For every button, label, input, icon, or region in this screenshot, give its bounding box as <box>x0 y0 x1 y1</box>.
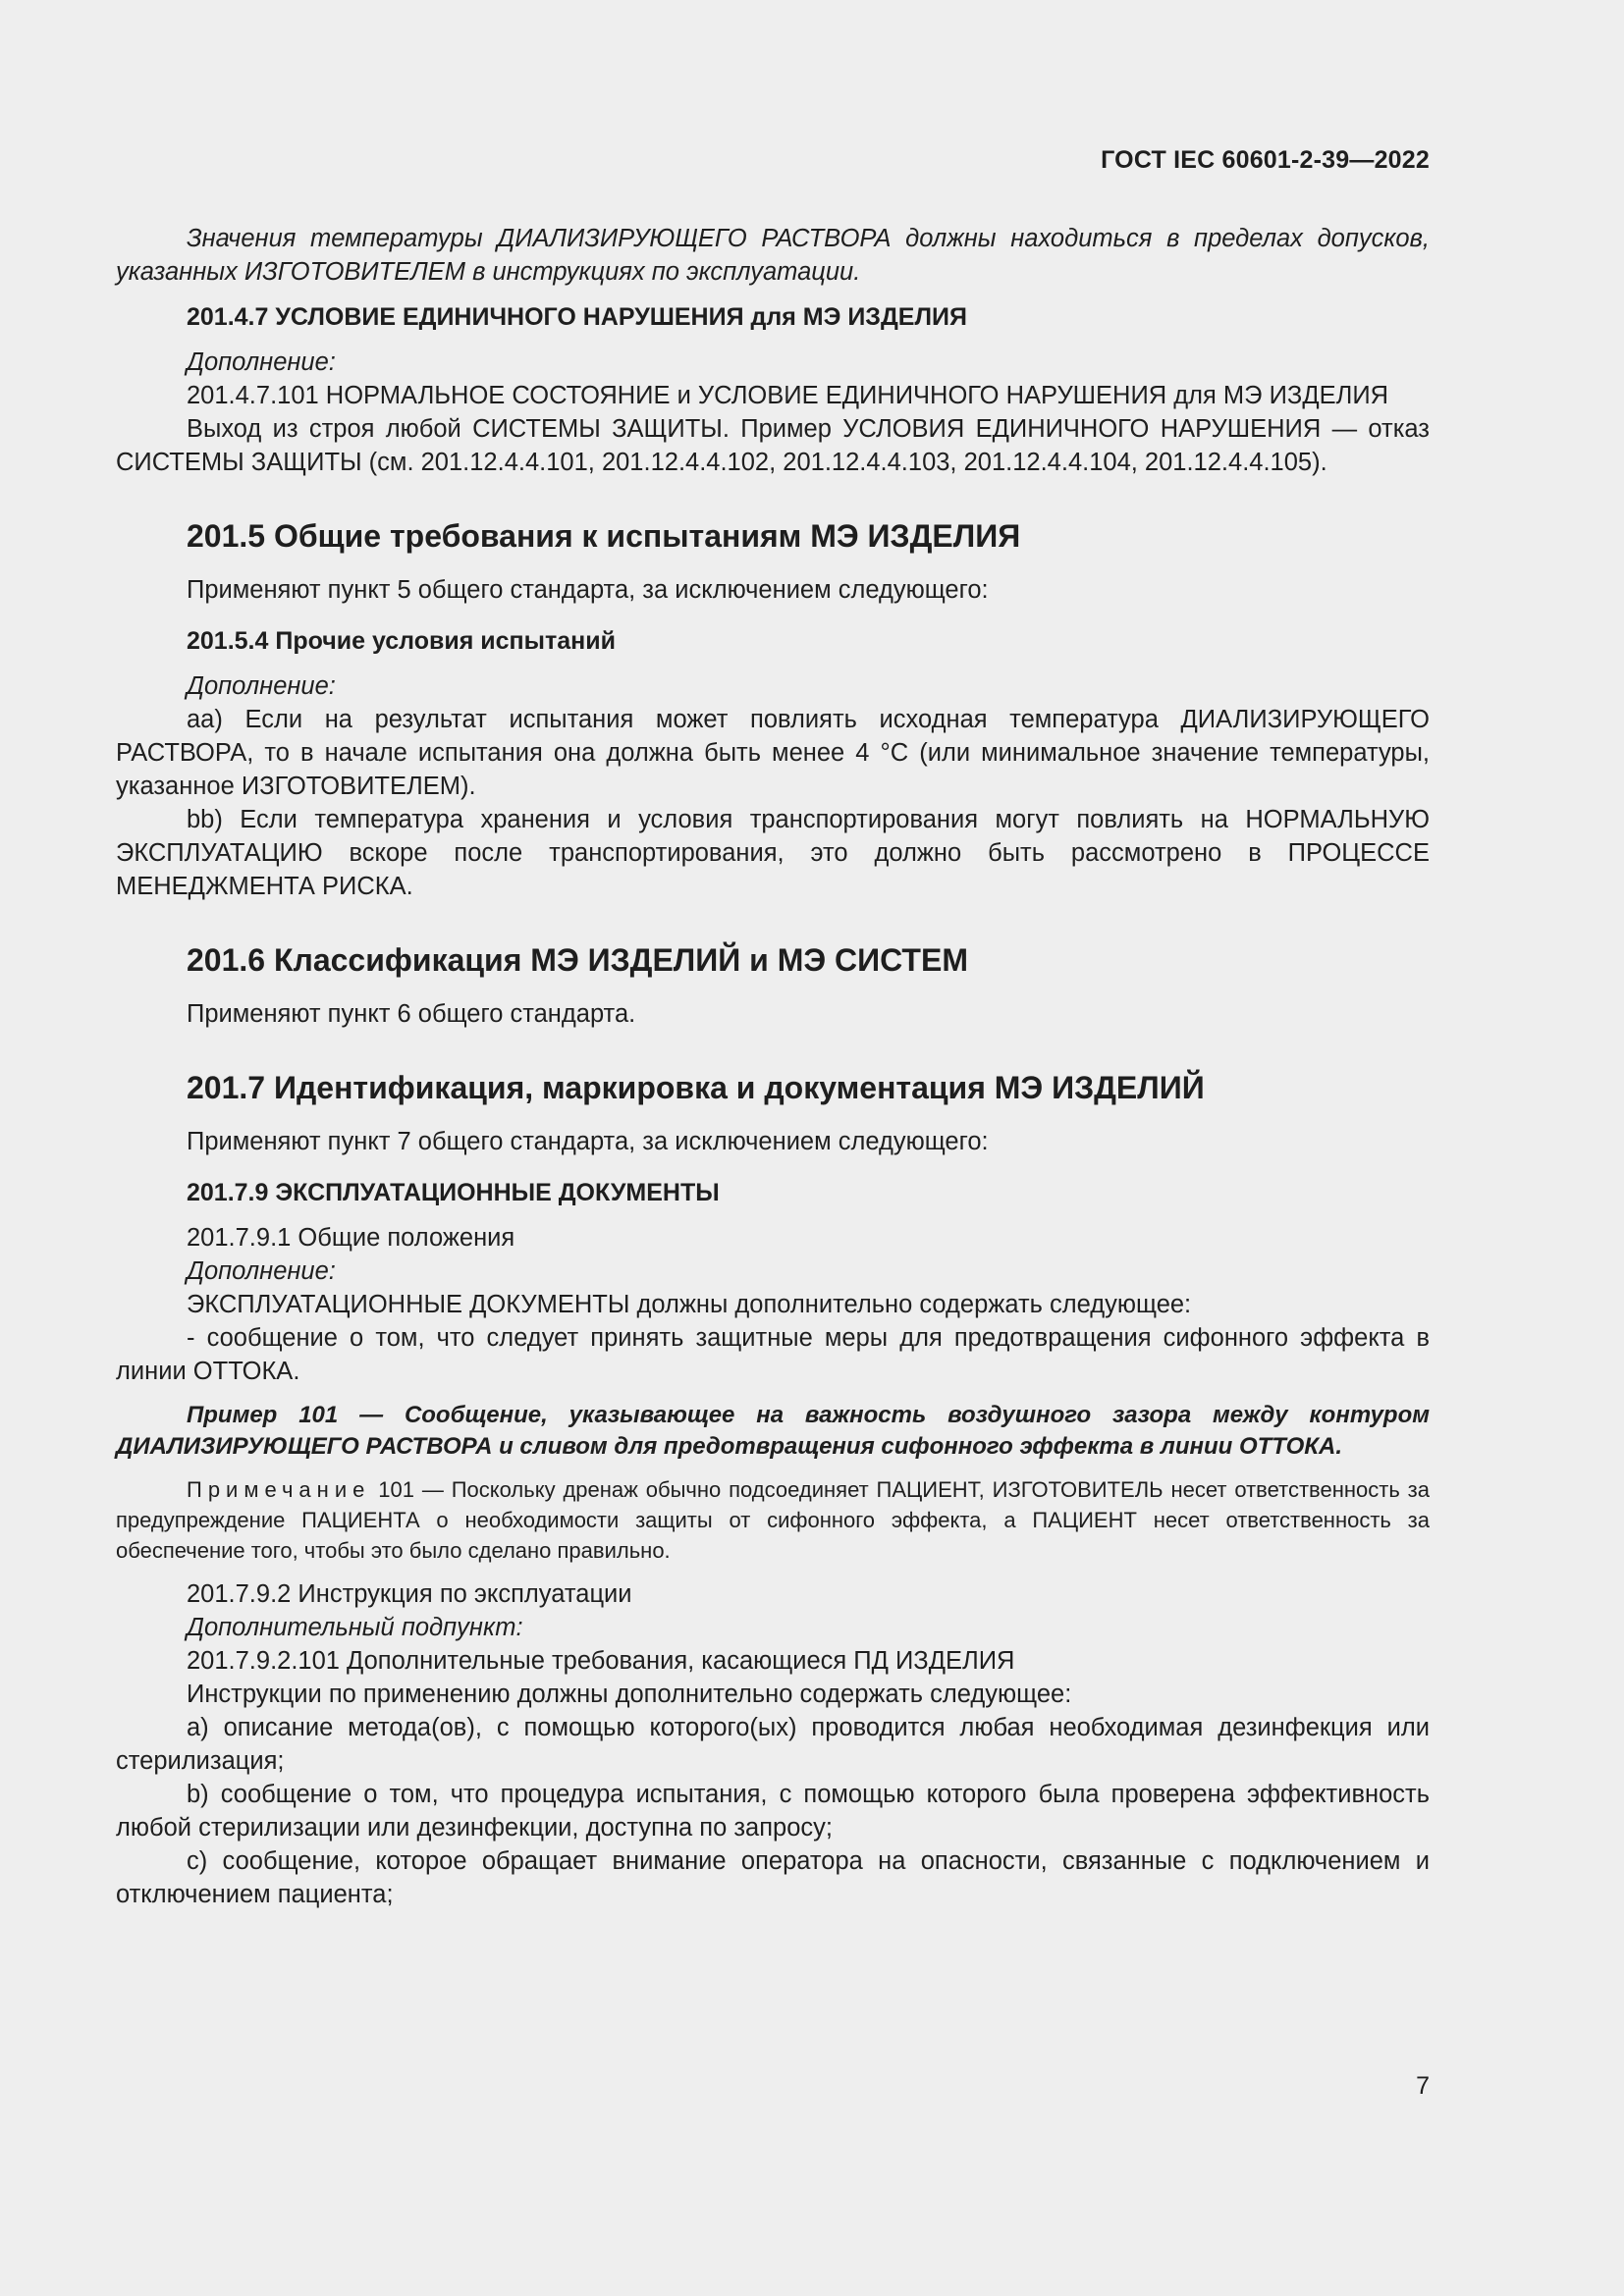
section-201-5-4-title: 201.5.4 Прочие условия испытаний <box>187 627 616 655</box>
item-bb: bb) Если температура хранения и условия транспортирования могут повлиять на НОРМАЛЬНУЮ ЭКСПЛУАТАЦИЮ вскоре после транспортирования, это должно быть рассмотрено в ПРОЦЕССЕ МЕНЕДЖМЕНТА РИСКА. <box>116 806 1430 900</box>
document-body <box>116 222 1430 1911</box>
addition-label: Дополнение: <box>187 672 336 700</box>
list-item-a: a) описание метода(ов), с помощью которого(ых) проводится любая необходимая дезинфекция или стерилизация; <box>116 1714 1430 1775</box>
addition-label: Дополнение: <box>187 348 336 376</box>
item-aa: аа) Если на результат испытания может повлиять исходная температура ДИАЛИЗИРУЮЩЕГО РАСТВОРА, то в начале испытания она должна быть менее 4 °С (или минимальное значение температуры, указанное ИЗГОТОВИТЕЛЕМ). <box>116 706 1430 800</box>
clause-201-4-7-text: Выход из строя любой СИСТЕМЫ ЗАЩИТЫ. Пример УСЛОВИЯ ЕДИНИЧНОГО НАРУШЕНИЯ — отказ СИСТЕМЫ ЗАЩИТЫ (см. 201.12.4.4.101, 201.12.4.4.102, 201.12.4.4.103, 201.12.4.4.104, 201.12.4.4.105). <box>116 415 1430 476</box>
docs-bullet: - сообщение о том, что следует принять защитные меры для предотвращения сифонного эффекта в линии ОТТОКА. <box>116 1324 1430 1385</box>
example-101: Пример 101 — Сообщение, указывающее на важность воздушного зазора между контуром ДИАЛИЗИРУЮЩЕГО РАСТВОРА и сливом для предотвращения сифонного эффекта в линии ОТТОКА. <box>116 1402 1430 1460</box>
instructions-text: Инструкции по применению должны дополнительно содержать следующее: <box>187 1681 1072 1708</box>
section-201-7-title: 201.7 Идентификация, маркировка и документация МЭ ИЗДЕЛИЙ <box>187 1070 1205 1105</box>
clause-201-7-9-2: 201.7.9.2 Инструкция по эксплуатации <box>187 1580 632 1608</box>
note-text: 101 — Поскольку дренаж обычно подсоединяет ПАЦИЕНТ, ИЗГОТОВИТЕЛЬ несет ответственность за предупреждение ПАЦИЕНТА о необходимости защиты от сифонного эффекта, а ПАЦИЕНТ несет ответственность за обеспечение того, чтобы это было сделано правильно. <box>116 1477 1430 1563</box>
note-101 <box>116 1474 1430 1566</box>
note-label: Примечание <box>187 1477 371 1502</box>
clause-201-7-9-1: 201.7.9.1 Общие положения <box>187 1224 515 1252</box>
docs-text: ЭКСПЛУАТАЦИОННЫЕ ДОКУМЕНТЫ должны дополнительно содержать следующее: <box>187 1291 1192 1318</box>
section-201-6-title: 201.6 Классификация МЭ ИЗДЕЛИЙ и МЭ СИСТЕМ <box>187 942 968 978</box>
page-number: 7 <box>1416 2072 1430 2100</box>
section-201-5-title: 201.5 Общие требования к испытаниям МЭ ИЗДЕЛИЯ <box>187 518 1021 554</box>
standard-header: ГОСТ IEC 60601-2-39—2022 <box>1101 146 1430 174</box>
section-201-6-apply: Применяют пункт 6 общего стандарта. <box>187 1000 636 1028</box>
intro-paragraph: Значения температуры ДИАЛИЗИРУЮЩЕГО РАСТВОРА должны находиться в пределах допусков, указанных ИЗГОТОВИТЕЛЕМ в инструкциях по эксплуатации. <box>116 225 1430 286</box>
list-item-b: b) сообщение о том, что процедура испытания, с помощью которого была проверена эффективность любой стерилизации или дезинфекции, доступна по запросу; <box>116 1781 1430 1842</box>
section-201-4-7-title: 201.4.7 УСЛОВИЕ ЕДИНИЧНОГО НАРУШЕНИЯ для МЭ ИЗДЕЛИЯ <box>187 303 967 331</box>
section-201-5-apply: Применяют пункт 5 общего стандарта, за исключением следующего: <box>187 576 989 604</box>
addition-label: Дополнение: <box>187 1257 336 1285</box>
additional-subclause-label: Дополнительный подпункт: <box>187 1614 523 1641</box>
section-201-7-apply: Применяют пункт 7 общего стандарта, за исключением следующего: <box>187 1128 989 1155</box>
clause-201-7-9-2-101: 201.7.9.2.101 Дополнительные требования, касающиеся ПД ИЗДЕЛИЯ <box>187 1647 1015 1675</box>
list-item-c: c) сообщение, которое обращает внимание оператора на опасности, связанные с подключением и отключением пациента; <box>116 1847 1430 1908</box>
section-201-7-9-title: 201.7.9 ЭКСПЛУАТАЦИОННЫЕ ДОКУМЕНТЫ <box>187 1179 720 1206</box>
clause-201-4-7-101: 201.4.7.101 НОРМАЛЬНОЕ СОСТОЯНИЕ и УСЛОВИЕ ЕДИНИЧНОГО НАРУШЕНИЯ для МЭ ИЗДЕЛИЯ <box>187 382 1389 409</box>
